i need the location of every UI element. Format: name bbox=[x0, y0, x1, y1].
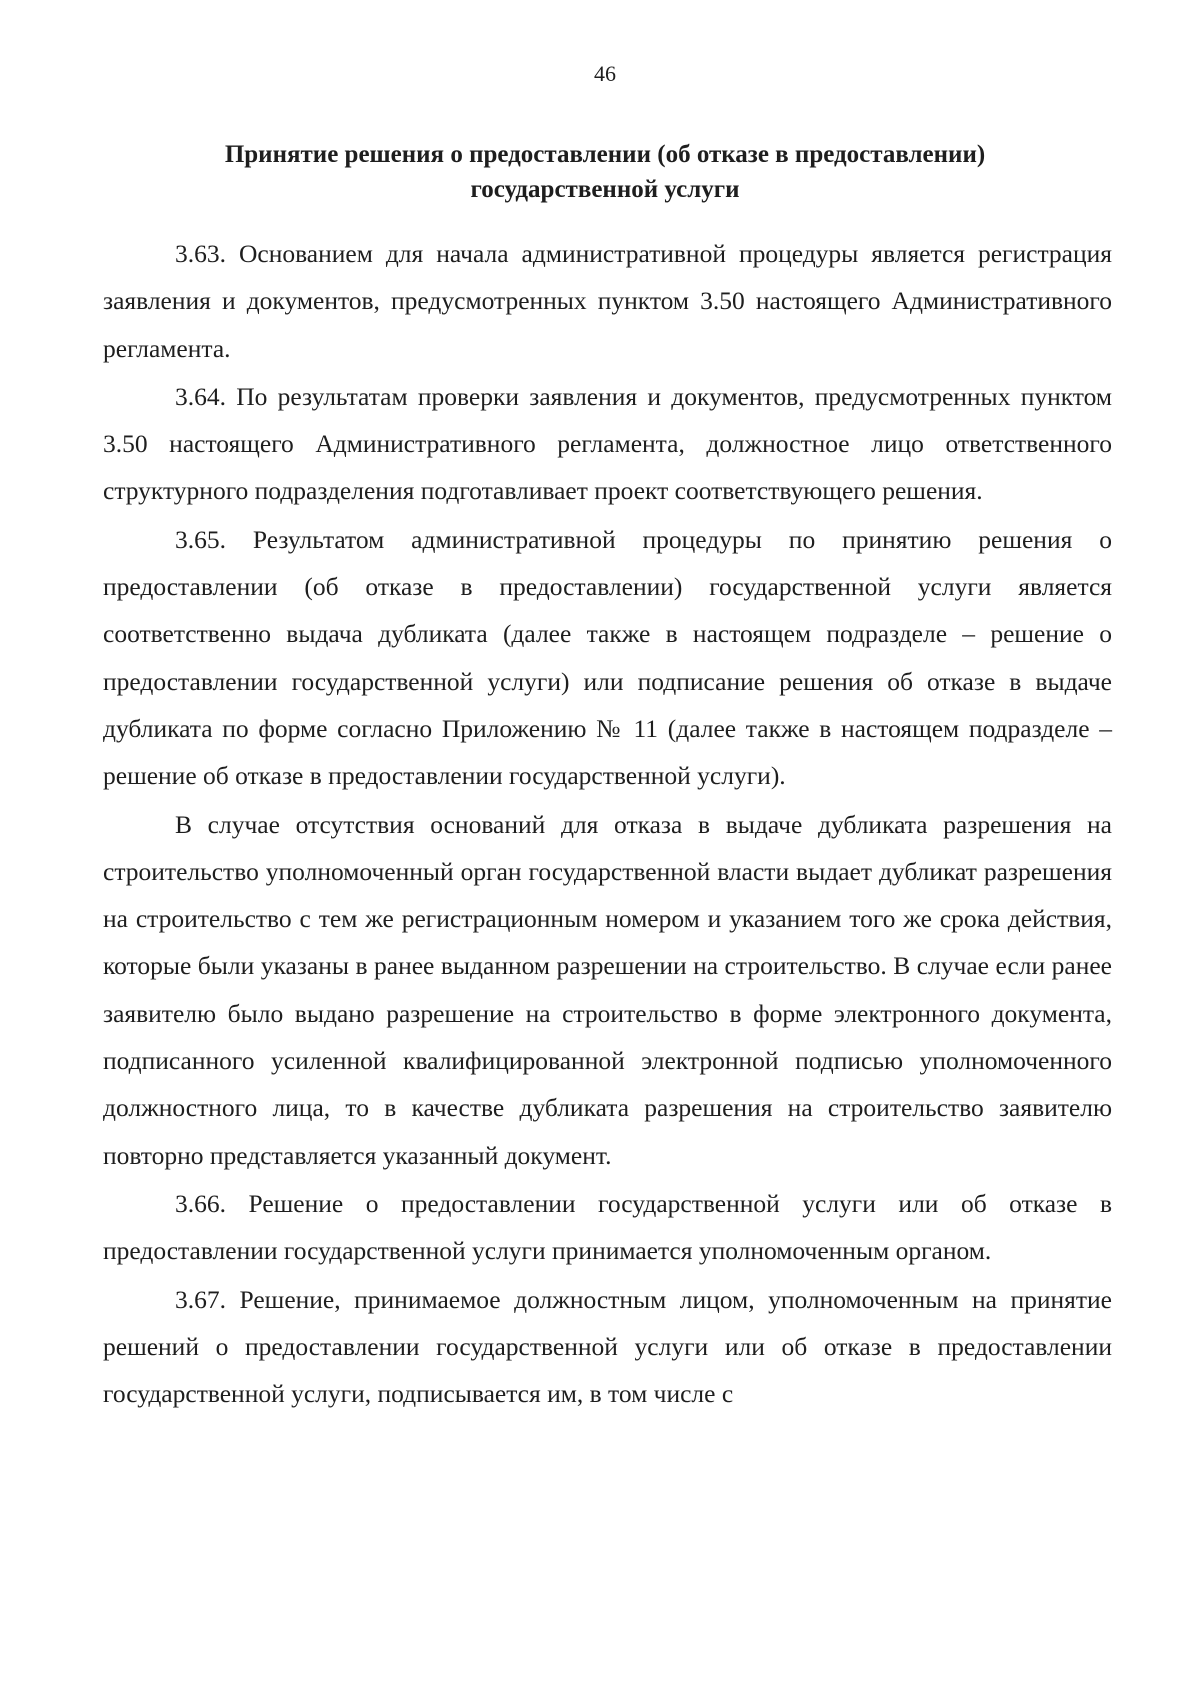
paragraph-3-63: 3.63. Основанием для начала административной процедуры является регистрация заявления и документов, предусмотренных пунктом 3.50 настоящего Административного регламента. bbox=[103, 239, 1112, 363]
page-number: 46 bbox=[594, 61, 616, 86]
paragraph-3-65: 3.65. Результатом административной процедуры по принятию решения о предоставлении (об отказе в предоставлении) государственной услуги является соответственно выдача дубликата (далее также в настоящем подразделе – решение о предоставлении государственной услуги) или подписание решения об отказе в выдаче дубликата по форме согласно Приложению № 11 (далее также в настоящем подразделе – решение об отказе в предоставлении государственной услуги). bbox=[103, 524, 1112, 791]
paragraph-3-67: 3.67. Решение, принимаемое должностным лицом, уполномоченным на принятие решений о предоставлении государственной услуги или об отказе в предоставлении государственной услуги, подписывается им, в том числе с bbox=[103, 1284, 1112, 1409]
document-body bbox=[103, 230, 1112, 1418]
paragraph-duplicate-issuance: В случае отсутствия оснований для отказа в выдаче дубликата разрешения на строительство уполномоченный орган государственной власти выдает дубликат разрешения на строительство с тем же регистрационным номером и указанием того же срока действия, которые были указаны в ранее выданном разрешении на строительство. В случае если ранее заявителю было выдано разрешение на строительство в форме электронного документа, подписанного усиленной квалифицированной электронной подписью уполномоченного должностного лица, то в качестве дубликата разрешения на строительство заявителю повторно представляется указанный документ. bbox=[103, 809, 1112, 1170]
section-title-line-1: Принятие решения о предоставлении (об отказе в предоставлении) bbox=[224, 141, 986, 168]
paragraph-3-64: 3.64. По результатам проверки заявления и документов, предусмотренных пунктом 3.50 настоящего Административного регламента, должностное лицо ответственного структурного подразделения подготавливает проект соответствующего решения. bbox=[103, 381, 1112, 506]
paragraph-3-66: 3.66. Решение о предоставлении государственной услуги или об отказе в предоставлении государственной услуги принимается уполномоченным органом. bbox=[103, 1188, 1112, 1266]
section-title bbox=[100, 137, 1110, 207]
section-title-line-2: государственной услуги bbox=[470, 176, 740, 203]
